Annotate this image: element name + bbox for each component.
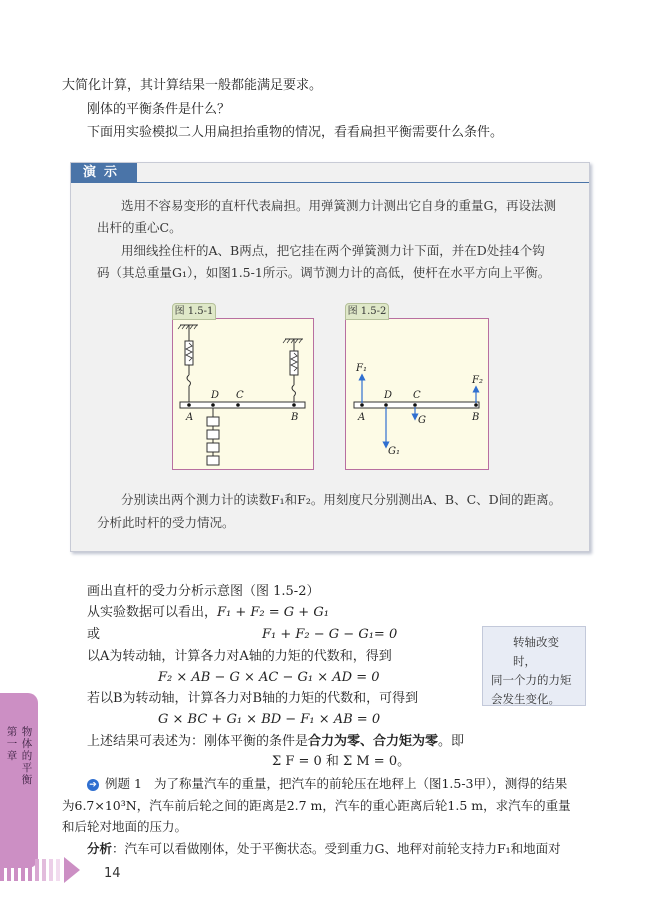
side-note-line-3: 会发生变化。 — [491, 692, 560, 706]
demo-tab: 演示 — [71, 163, 137, 183]
body-line-3-prefix: 或 — [87, 627, 101, 642]
body-line-6: 若以B为转动轴，计算各力对B轴的力矩的代数和，可得到 — [87, 691, 419, 706]
demo-p2-line1: 用细线拴住杆的A、B两点，把它挂在两个弹簧测力计下面，并在D处挂4个钩 — [121, 243, 545, 258]
body-line-4: 以A为转动轴，计算各力对A轴的力矩的代数和，得到 — [87, 649, 392, 664]
demo-p3-line1: 分别读出两个测力计的读数F₁和F₂。用刻度尺分别测出A、B、C、D间的距离。 — [121, 492, 562, 507]
side-note-line-1: 转轴改变时， — [513, 635, 559, 668]
example-label: 例题 1 — [105, 776, 142, 791]
intro-line-3: 下面用实验模拟二人用扁担抬重物的情况，看看扁担平衡需要什么条件。 — [87, 125, 504, 140]
equation-sum-zero: Σ F = 0 和 Σ M = 0。 — [272, 754, 411, 769]
body-line-1: 画出直杆的受力分析示意图（图 1.5-2） — [87, 584, 320, 599]
analysis-text: ：汽车可以看做刚体，处于平衡状态。受到重力G、地秤对前轮支持力F₁和地面对 — [112, 841, 561, 856]
equation-moment-about-B: G × BC + G₁ × BD − F₁ × AB = 0 — [158, 712, 381, 727]
fig2-label-B: B — [472, 412, 480, 423]
fig2-label-A: A — [358, 412, 366, 423]
figure-1-5-2-label: 图 1.5-2 — [345, 303, 389, 320]
body-line-8-a: 上述结果可表述为：刚体平衡的条件是 — [87, 734, 309, 749]
demo-p1-line1: 选用不容易变形的直杆代表扁担。用弹簧测力计测出它自身的重量G，再设法测 — [121, 198, 556, 213]
side-note-line-2: 同一个力的力矩 — [491, 673, 572, 687]
fig2-label-G1: G₁ — [388, 446, 400, 457]
fig2-label-C: C — [413, 390, 421, 401]
demo-p2-line2: 码（其总重量G₁），如图1.5-1所示。调节测力计的高低，使杆在水平方向上平衡。 — [97, 265, 551, 280]
analysis-label: 分析 — [87, 841, 113, 856]
demo-tab-underline — [137, 182, 589, 183]
fig1-label-D: D — [211, 390, 220, 401]
intro-line-2: 刚体的平衡条件是什么？ — [87, 102, 231, 117]
chapter-number: 第一章 — [6, 726, 18, 762]
footer-decoration — [0, 855, 100, 885]
fig2-label-F1: F₁ — [356, 363, 367, 374]
fig2-label-D: D — [384, 390, 393, 401]
chapter-title: 物体的平衡 — [21, 726, 33, 786]
equation-moment-about-A: F₂ × AB − G × AC − G₁ × AD = 0 — [158, 670, 380, 685]
fig1-label-C: C — [236, 390, 244, 401]
example-arrow-icon: ➔ — [87, 779, 99, 791]
equilibrium-condition-highlight: 合力为零、合力矩为零 — [308, 734, 439, 749]
equation-force-balance: F₁ + F₂ = G + G₁ — [217, 605, 329, 620]
example-line-1 — [87, 775, 567, 793]
demo-p1-line2: 出杆的重心C。 — [97, 220, 182, 235]
demo-box — [70, 162, 590, 552]
intro-line-1: 大简化计算，其计算结果一般都能满足要求。 — [62, 78, 323, 93]
example-line-2: 为6.7×10³N，汽车前后轮之间的距离是2.7 m，汽车的重心距离后轮1.5 m，求汽车的重量 — [62, 798, 571, 813]
fig1-label-B: B — [291, 412, 299, 423]
body-line-2-prefix: 从实验数据可以看出， — [87, 605, 218, 620]
body-line-8-c: 。即 — [438, 734, 465, 749]
demo-p3-line2: 分析此时杆的受力情况。 — [97, 515, 235, 530]
fig1-label-A: A — [186, 412, 194, 423]
figure-1-5-1-label: 图 1.5-1 — [172, 303, 216, 320]
body-line-2 — [87, 604, 329, 622]
example-text-1: 为了称量汽车的重量，把汽车的前轮压在地秤上（图1.5-3甲），测得的结果 — [153, 776, 568, 791]
equation-force-zero: F₁ + F₂ − G − G₁= 0 — [262, 627, 398, 642]
fig2-label-F2: F₂ — [472, 375, 483, 386]
figure-1-5-1 — [172, 306, 314, 470]
page-number: 14 — [104, 866, 121, 881]
figure-1-5-2 — [345, 306, 489, 470]
side-note — [482, 626, 586, 706]
body-line-8 — [87, 733, 464, 751]
analysis-line — [87, 840, 561, 858]
example-line-3: 和后轮对地面的压力。 — [62, 819, 188, 834]
fig2-label-G: G — [418, 415, 426, 426]
